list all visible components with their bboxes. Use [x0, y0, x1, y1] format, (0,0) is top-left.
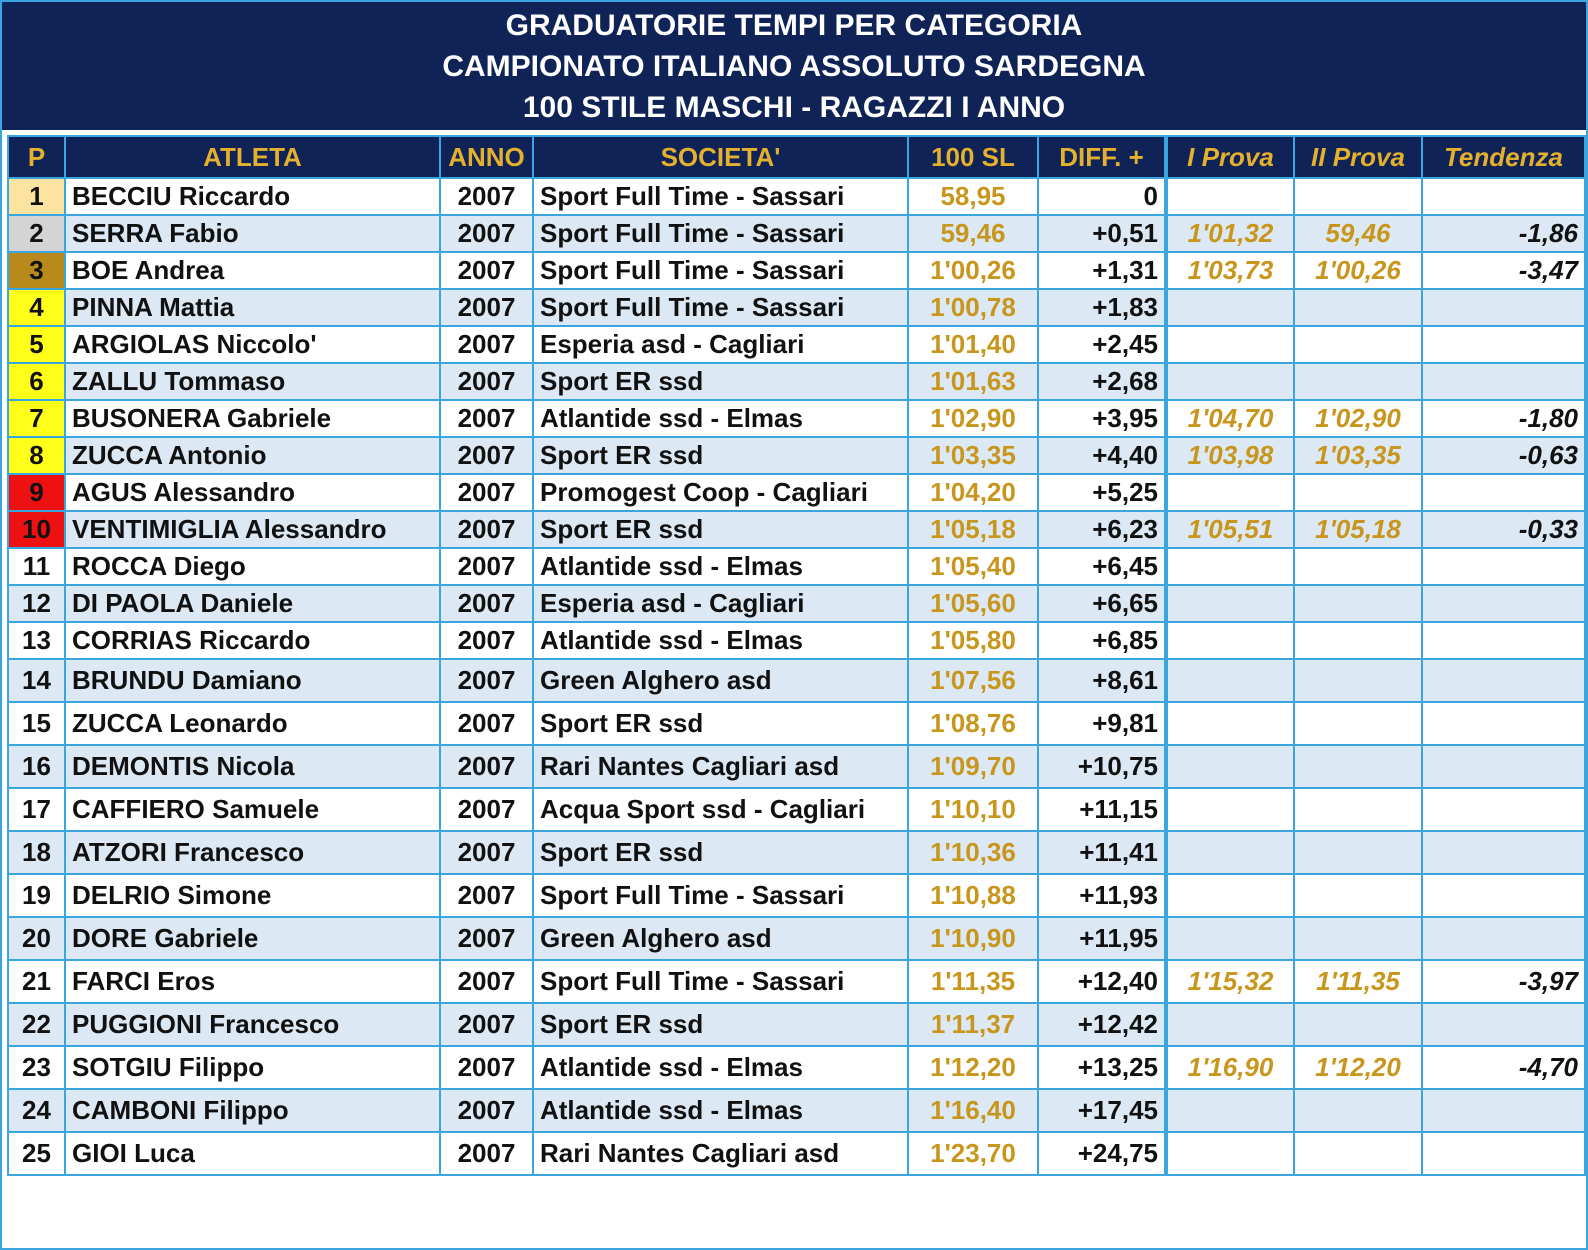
cell-prova1	[1166, 659, 1294, 702]
cell-club: Rari Nantes Cagliari asd	[533, 1132, 908, 1175]
table-header	[8, 136, 1585, 178]
cell-position: 5	[8, 326, 65, 363]
cell-prova1	[1166, 622, 1294, 659]
cell-time: 1'11,37	[908, 1003, 1038, 1046]
cell-prova1: 1'16,90	[1166, 1046, 1294, 1089]
table-row[interactable]	[8, 215, 1585, 252]
cell-year: 2007	[440, 960, 533, 1003]
cell-diff: +9,81	[1038, 702, 1166, 745]
cell-tendenza	[1422, 474, 1585, 511]
cell-club: Sport ER ssd	[533, 511, 908, 548]
cell-position: 3	[8, 252, 65, 289]
cell-prova2	[1294, 178, 1422, 215]
cell-tendenza: -1,86	[1422, 215, 1585, 252]
cell-prova1	[1166, 548, 1294, 585]
col-header-prova1[interactable]: I Prova	[1166, 136, 1294, 178]
cell-time: 1'00,26	[908, 252, 1038, 289]
cell-athlete: PUGGIONI Francesco	[65, 1003, 440, 1046]
cell-prova2	[1294, 363, 1422, 400]
cell-position: 15	[8, 702, 65, 745]
title-line-3: 100 STILE MASCHI - RAGAZZI I ANNO	[522, 91, 1066, 124]
cell-club: Atlantide ssd - Elmas	[533, 622, 908, 659]
cell-prova1	[1166, 788, 1294, 831]
table-row[interactable]	[8, 437, 1585, 474]
cell-prova2: 1'11,35	[1294, 960, 1422, 1003]
cell-time: 1'08,76	[908, 702, 1038, 745]
cell-athlete: FARCI Eros	[65, 960, 440, 1003]
cell-position: 13	[8, 622, 65, 659]
cell-prova2: 1'12,20	[1294, 1046, 1422, 1089]
cell-tendenza	[1422, 1132, 1585, 1175]
cell-tendenza	[1422, 178, 1585, 215]
cell-year: 2007	[440, 874, 533, 917]
cell-tendenza	[1422, 1089, 1585, 1132]
cell-prova1	[1166, 1089, 1294, 1132]
table-row[interactable]	[8, 1089, 1585, 1132]
cell-position: 10	[8, 511, 65, 548]
cell-tendenza: -0,33	[1422, 511, 1585, 548]
cell-prova1	[1166, 1132, 1294, 1175]
cell-athlete: DORE Gabriele	[65, 917, 440, 960]
cell-athlete: BUSONERA Gabriele	[65, 400, 440, 437]
cell-time: 1'02,90	[908, 400, 1038, 437]
cell-prova2: 1'00,26	[1294, 252, 1422, 289]
col-header-time[interactable]: 100 SL	[908, 136, 1038, 178]
cell-athlete: SOTGIU Filippo	[65, 1046, 440, 1089]
cell-position: 19	[8, 874, 65, 917]
cell-athlete: GIOI Luca	[65, 1132, 440, 1175]
cell-club: Sport ER ssd	[533, 702, 908, 745]
cell-year: 2007	[440, 400, 533, 437]
cell-position: 14	[8, 659, 65, 702]
title-line-2: CAMPIONATO ITALIANO ASSOLUTO SARDEGNA	[442, 50, 1146, 83]
cell-time: 1'12,20	[908, 1046, 1038, 1089]
table-row[interactable]	[8, 622, 1585, 659]
cell-club: Atlantide ssd - Elmas	[533, 1046, 908, 1089]
header-row	[8, 136, 1585, 178]
cell-prova1	[1166, 745, 1294, 788]
table-row[interactable]	[8, 745, 1585, 788]
cell-tendenza: -3,47	[1422, 252, 1585, 289]
cell-diff: +0,51	[1038, 215, 1166, 252]
cell-club: Sport Full Time - Sassari	[533, 289, 908, 326]
cell-club: Green Alghero asd	[533, 659, 908, 702]
cell-tendenza	[1422, 788, 1585, 831]
table-row[interactable]	[8, 917, 1585, 960]
cell-prova2	[1294, 659, 1422, 702]
cell-year: 2007	[440, 178, 533, 215]
col-header-position[interactable]: P	[8, 136, 65, 178]
cell-time: 1'10,88	[908, 874, 1038, 917]
cell-club: Esperia asd - Cagliari	[533, 326, 908, 363]
cell-diff: +2,68	[1038, 363, 1166, 400]
cell-time: 1'10,36	[908, 831, 1038, 874]
cell-prova2	[1294, 326, 1422, 363]
cell-athlete: BOE Andrea	[65, 252, 440, 289]
cell-position: 20	[8, 917, 65, 960]
cell-year: 2007	[440, 622, 533, 659]
table-row[interactable]	[8, 585, 1585, 622]
cell-diff: +11,95	[1038, 917, 1166, 960]
cell-prova1: 1'05,51	[1166, 511, 1294, 548]
cell-club: Sport Full Time - Sassari	[533, 960, 908, 1003]
cell-prova1	[1166, 917, 1294, 960]
cell-prova2	[1294, 1132, 1422, 1175]
col-header-athlete[interactable]: ATLETA	[65, 136, 440, 178]
cell-diff: +11,15	[1038, 788, 1166, 831]
cell-position: 11	[8, 548, 65, 585]
cell-diff: +2,45	[1038, 326, 1166, 363]
cell-time: 58,95	[908, 178, 1038, 215]
cell-prova1	[1166, 1003, 1294, 1046]
col-header-year[interactable]: ANNO	[440, 136, 533, 178]
cell-club: Atlantide ssd - Elmas	[533, 548, 908, 585]
cell-position: 23	[8, 1046, 65, 1089]
cell-athlete: BRUNDU Damiano	[65, 659, 440, 702]
cell-diff: +6,23	[1038, 511, 1166, 548]
cell-prova1	[1166, 326, 1294, 363]
cell-time: 1'05,80	[908, 622, 1038, 659]
cell-year: 2007	[440, 917, 533, 960]
cell-club: Rari Nantes Cagliari asd	[533, 745, 908, 788]
cell-club: Sport Full Time - Sassari	[533, 874, 908, 917]
cell-club: Promogest Coop - Cagliari	[533, 474, 908, 511]
col-header-diff[interactable]: DIFF. +	[1038, 136, 1166, 178]
cell-time: 1'09,70	[908, 745, 1038, 788]
cell-athlete: CAMBONI Filippo	[65, 1089, 440, 1132]
cell-position: 6	[8, 363, 65, 400]
cell-time: 1'03,35	[908, 437, 1038, 474]
cell-prova2	[1294, 585, 1422, 622]
cell-year: 2007	[440, 1132, 533, 1175]
cell-club: Green Alghero asd	[533, 917, 908, 960]
cell-diff: +13,25	[1038, 1046, 1166, 1089]
cell-diff: 0	[1038, 178, 1166, 215]
col-header-prova2[interactable]: II Prova	[1294, 136, 1422, 178]
cell-athlete: VENTIMIGLIA Alessandro	[65, 511, 440, 548]
cell-prova2: 1'03,35	[1294, 437, 1422, 474]
cell-prova2	[1294, 1003, 1422, 1046]
cell-prova1	[1166, 874, 1294, 917]
cell-year: 2007	[440, 548, 533, 585]
cell-tendenza	[1422, 326, 1585, 363]
table-row[interactable]	[8, 960, 1585, 1003]
cell-time: 1'01,40	[908, 326, 1038, 363]
cell-prova2	[1294, 1089, 1422, 1132]
cell-prova2	[1294, 474, 1422, 511]
cell-diff: +1,31	[1038, 252, 1166, 289]
cell-year: 2007	[440, 326, 533, 363]
cell-prova1: 1'03,98	[1166, 437, 1294, 474]
cell-club: Sport Full Time - Sassari	[533, 252, 908, 289]
cell-tendenza: -3,97	[1422, 960, 1585, 1003]
cell-club: Sport Full Time - Sassari	[533, 215, 908, 252]
cell-position: 7	[8, 400, 65, 437]
cell-athlete: PINNA Mattia	[65, 289, 440, 326]
cell-year: 2007	[440, 437, 533, 474]
cell-athlete: BECCIU Riccardo	[65, 178, 440, 215]
cell-position: 18	[8, 831, 65, 874]
cell-athlete: SERRA Fabio	[65, 215, 440, 252]
cell-prova1: 1'01,32	[1166, 215, 1294, 252]
table-body	[8, 178, 1585, 1175]
cell-tendenza	[1422, 831, 1585, 874]
cell-year: 2007	[440, 289, 533, 326]
table-row[interactable]	[8, 400, 1585, 437]
cell-diff: +8,61	[1038, 659, 1166, 702]
cell-position: 21	[8, 960, 65, 1003]
cell-year: 2007	[440, 585, 533, 622]
table-row[interactable]	[8, 1132, 1585, 1175]
cell-tendenza	[1422, 917, 1585, 960]
cell-athlete: CAFFIERO Samuele	[65, 788, 440, 831]
cell-athlete: ZALLU Tommaso	[65, 363, 440, 400]
cell-diff: +6,45	[1038, 548, 1166, 585]
cell-position: 8	[8, 437, 65, 474]
cell-time: 59,46	[908, 215, 1038, 252]
table-row[interactable]	[8, 289, 1585, 326]
cell-prova1	[1166, 363, 1294, 400]
cell-time: 1'00,78	[908, 289, 1038, 326]
cell-prova1: 1'04,70	[1166, 400, 1294, 437]
cell-position: 12	[8, 585, 65, 622]
cell-diff: +12,40	[1038, 960, 1166, 1003]
cell-club: Acqua Sport ssd - Cagliari	[533, 788, 908, 831]
cell-athlete: ZUCCA Antonio	[65, 437, 440, 474]
cell-position: 22	[8, 1003, 65, 1046]
cell-diff: +24,75	[1038, 1132, 1166, 1175]
table-row[interactable]	[8, 178, 1585, 215]
cell-prova2	[1294, 289, 1422, 326]
cell-athlete: DEMONTIS Nicola	[65, 745, 440, 788]
cell-athlete: ATZORI Francesco	[65, 831, 440, 874]
cell-time: 1'16,40	[908, 1089, 1038, 1132]
cell-position: 17	[8, 788, 65, 831]
cell-time: 1'10,10	[908, 788, 1038, 831]
cell-prova1	[1166, 289, 1294, 326]
cell-diff: +11,93	[1038, 874, 1166, 917]
cell-athlete: DI PAOLA Daniele	[65, 585, 440, 622]
cell-time: 1'07,56	[908, 659, 1038, 702]
cell-diff: +6,85	[1038, 622, 1166, 659]
table-row[interactable]	[8, 874, 1585, 917]
cell-year: 2007	[440, 215, 533, 252]
cell-tendenza: -1,80	[1422, 400, 1585, 437]
cell-tendenza	[1422, 363, 1585, 400]
cell-tendenza: -4,70	[1422, 1046, 1585, 1089]
cell-year: 2007	[440, 252, 533, 289]
cell-time: 1'23,70	[908, 1132, 1038, 1175]
cell-position: 24	[8, 1089, 65, 1132]
cell-position: 2	[8, 215, 65, 252]
cell-club: Sport ER ssd	[533, 1003, 908, 1046]
cell-club: Sport ER ssd	[533, 363, 908, 400]
table-row[interactable]	[8, 1046, 1585, 1089]
cell-prova1	[1166, 178, 1294, 215]
cell-tendenza	[1422, 289, 1585, 326]
cell-prova2: 59,46	[1294, 215, 1422, 252]
cell-diff: +5,25	[1038, 474, 1166, 511]
cell-tendenza	[1422, 874, 1585, 917]
cell-prova1	[1166, 474, 1294, 511]
cell-prova2: 1'05,18	[1294, 511, 1422, 548]
cell-diff: +12,42	[1038, 1003, 1166, 1046]
cell-prova2	[1294, 745, 1422, 788]
cell-year: 2007	[440, 702, 533, 745]
cell-prova2	[1294, 702, 1422, 745]
col-header-tendenza[interactable]: Tendenza	[1422, 136, 1585, 178]
cell-diff: +4,40	[1038, 437, 1166, 474]
cell-athlete: ARGIOLAS Niccolo'	[65, 326, 440, 363]
col-header-club[interactable]: SOCIETA'	[533, 136, 908, 178]
table-row[interactable]	[8, 511, 1585, 548]
cell-prova2	[1294, 831, 1422, 874]
cell-position: 9	[8, 474, 65, 511]
cell-diff: +1,83	[1038, 289, 1166, 326]
cell-position: 16	[8, 745, 65, 788]
cell-year: 2007	[440, 659, 533, 702]
table-row[interactable]	[8, 702, 1585, 745]
cell-tendenza	[1422, 548, 1585, 585]
cell-prova1	[1166, 585, 1294, 622]
cell-tendenza: -0,63	[1422, 437, 1585, 474]
table-row[interactable]	[8, 326, 1585, 363]
table-row[interactable]	[8, 474, 1585, 511]
cell-position: 25	[8, 1132, 65, 1175]
cell-year: 2007	[440, 363, 533, 400]
cell-athlete: AGUS Alessandro	[65, 474, 440, 511]
cell-year: 2007	[440, 831, 533, 874]
cell-diff: +11,41	[1038, 831, 1166, 874]
cell-year: 2007	[440, 788, 533, 831]
cell-tendenza	[1422, 1003, 1585, 1046]
results-table	[7, 135, 1586, 1176]
cell-time: 1'04,20	[908, 474, 1038, 511]
cell-diff: +17,45	[1038, 1089, 1166, 1132]
table-row[interactable]	[8, 788, 1585, 831]
cell-tendenza	[1422, 585, 1585, 622]
cell-athlete: DELRIO Simone	[65, 874, 440, 917]
table-row[interactable]	[8, 831, 1585, 874]
cell-prova1	[1166, 831, 1294, 874]
table-row[interactable]	[8, 659, 1585, 702]
cell-year: 2007	[440, 511, 533, 548]
cell-time: 1'05,18	[908, 511, 1038, 548]
cell-year: 2007	[440, 474, 533, 511]
cell-tendenza	[1422, 702, 1585, 745]
cell-prova1: 1'03,73	[1166, 252, 1294, 289]
cell-time: 1'05,40	[908, 548, 1038, 585]
cell-position: 4	[8, 289, 65, 326]
cell-club: Sport ER ssd	[533, 437, 908, 474]
table-row[interactable]	[8, 363, 1585, 400]
cell-club: Atlantide ssd - Elmas	[533, 1089, 908, 1132]
title-line-1: GRADUATORIE TEMPI PER CATEGORIA	[505, 9, 1083, 42]
cell-prova1: 1'15,32	[1166, 960, 1294, 1003]
cell-year: 2007	[440, 1046, 533, 1089]
cell-year: 2007	[440, 1089, 533, 1132]
cell-year: 2007	[440, 1003, 533, 1046]
cell-prova2	[1294, 788, 1422, 831]
cell-club: Sport ER ssd	[533, 831, 908, 874]
title-banner	[2, 2, 1586, 130]
table-row[interactable]	[8, 1003, 1585, 1046]
cell-prova2	[1294, 874, 1422, 917]
cell-athlete: CORRIAS Riccardo	[65, 622, 440, 659]
cell-athlete: ZUCCA Leonardo	[65, 702, 440, 745]
cell-tendenza	[1422, 745, 1585, 788]
cell-prova2	[1294, 622, 1422, 659]
cell-tendenza	[1422, 622, 1585, 659]
cell-prova1	[1166, 702, 1294, 745]
cell-time: 1'10,90	[908, 917, 1038, 960]
cell-diff: +10,75	[1038, 745, 1166, 788]
table-row[interactable]	[8, 252, 1585, 289]
cell-club: Sport Full Time - Sassari	[533, 178, 908, 215]
cell-club: Atlantide ssd - Elmas	[533, 400, 908, 437]
cell-time: 1'01,63	[908, 363, 1038, 400]
cell-year: 2007	[440, 745, 533, 788]
cell-time: 1'05,60	[908, 585, 1038, 622]
cell-club: Esperia asd - Cagliari	[533, 585, 908, 622]
table-row[interactable]	[8, 548, 1585, 585]
cell-position: 1	[8, 178, 65, 215]
cell-prova2: 1'02,90	[1294, 400, 1422, 437]
cell-time: 1'11,35	[908, 960, 1038, 1003]
cell-diff: +3,95	[1038, 400, 1166, 437]
cell-prova2	[1294, 917, 1422, 960]
cell-diff: +6,65	[1038, 585, 1166, 622]
cell-prova2	[1294, 548, 1422, 585]
cell-athlete: ROCCA Diego	[65, 548, 440, 585]
cell-tendenza	[1422, 659, 1585, 702]
